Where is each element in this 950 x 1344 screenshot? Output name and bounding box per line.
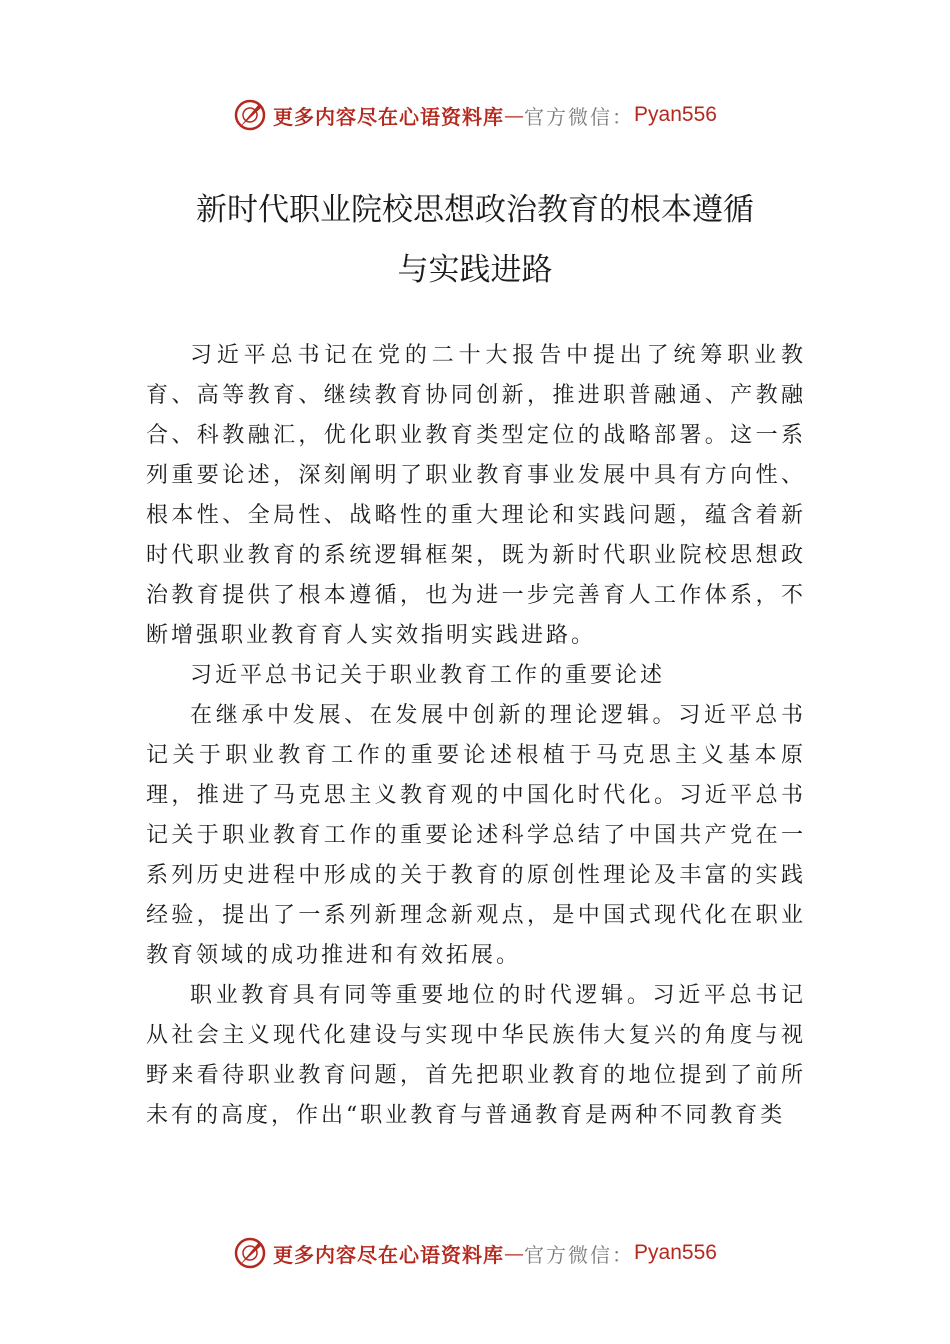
watermark-wechat-id: Pyan556 (634, 103, 717, 126)
watermark-dash: — (504, 1241, 525, 1265)
paragraph-theory-logic: 在继承中发展、在发展中创新的理论逻辑。习近平总书记关于职业教育工作的重要论述根植于马克思主义基本原理，推进了马克思主义教育观的中国化时代化。习近平总书记关于职业教育工作的重要论述科学总结了中国共产党在一系列历史进程中形成的关于教育的原创性理论及丰富的实践经验，提出了一系列新理念新观点，是中国式现代化在职业教育领域的成功推进和有效拓展。 (146, 703, 806, 968)
document-body (146, 336, 806, 1136)
section-heading: 习近平总书记关于职业教育工作的重要论述 (190, 663, 666, 688)
quill-circle-logo-icon (233, 98, 267, 132)
watermark-dash: — (504, 103, 525, 127)
footer-watermark (0, 1233, 950, 1273)
watermark-wechat-id: Pyan556 (634, 1241, 717, 1264)
paragraph-era-logic: 职业教育具有同等重要地位的时代逻辑。习近平总书记从社会主义现代化建设与实现中华民族伟大复兴的角度与视野来看待职业教育问题，首先把职业教育的地位提到了前所未有的高度，作出“职业教育与普通教育是两种不同教育类 (146, 983, 806, 1128)
watermark-label: 官方微信： (524, 1242, 635, 1267)
paragraph-intro: 习近平总书记在党的二十大报告中提出了统筹职业教育、高等教育、继续教育协同创新，推进职普融通、产教融合、科教融汇，优化职业教育类型定位的战略部署。这一系列重要论述，深刻阐明了职业教育事业发展中具有方向性、 根本性、全局性、战略性的重大理论和实践问题，蕴含着新时代职业教育的系统逻辑框架，既为新时代职业院校思想政治教育提供了根本遵循，也为进一步完善育人工作体系，不断增强职业教育育人实效指明实践进路。 (146, 343, 806, 648)
watermark-main-text: 更多内容尽在心语资料库 (273, 104, 505, 129)
quill-circle-logo-icon (233, 1236, 267, 1270)
header-watermark (0, 95, 950, 135)
document-title-line-2: 与实践进路 (397, 252, 553, 288)
watermark-label: 官方微信： (524, 104, 635, 129)
watermark-main-text: 更多内容尽在心语资料库 (273, 1242, 505, 1267)
document-title-line-1: 新时代职业院校思想政治教育的根本遵循 (196, 192, 754, 228)
